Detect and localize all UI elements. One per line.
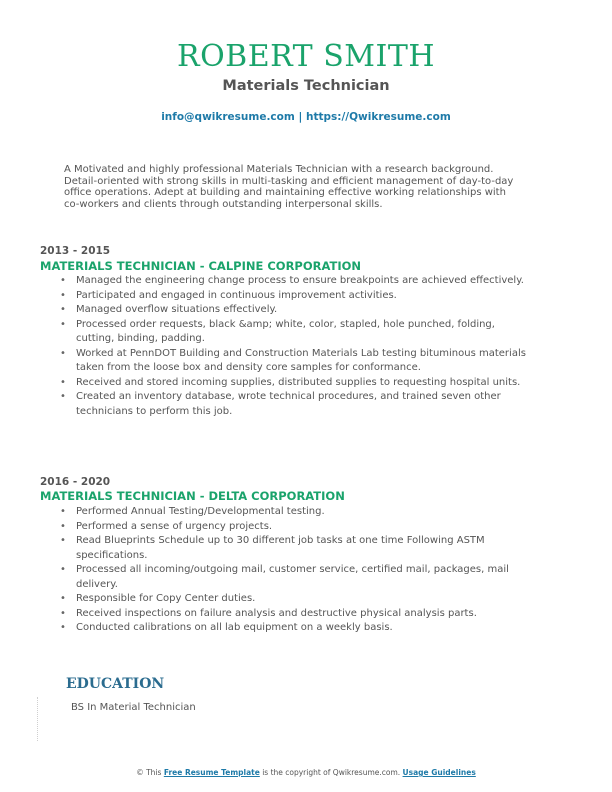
email-link[interactable]: info@qwikresume.com: [161, 111, 295, 123]
list-item: • Processed all incoming/outgoing mail, customer service, certified mail, packages, mail delivery.: [60, 563, 530, 592]
list-item: • Processed order requests, black &amp; white, color, stapled, hole punched, folding, cutting, binding, padding.: [60, 318, 530, 347]
job-2-years: 2016 - 2020: [40, 476, 111, 488]
education-heading: EDUCATION: [66, 676, 165, 692]
list-item: • Responsible for Copy Center duties.: [60, 592, 530, 607]
list-item: • Participated and engaged in continuous improvement activities.: [60, 289, 530, 304]
education-item: BS In Material Technician: [71, 702, 196, 713]
list-item: • Performed a sense of urgency projects.: [60, 520, 530, 535]
list-item: • Created an inventory database, wrote technical procedures, and trained seven other technicians to perform this job.: [60, 390, 530, 419]
footer: [0, 768, 612, 777]
list-item: • Performed Annual Testing/Developmental testing.: [60, 505, 530, 520]
usage-guidelines-link[interactable]: Usage Guidelines: [402, 768, 476, 777]
candidate-name: ROBERT SMITH: [176, 39, 436, 74]
professional-summary: A Motivated and highly professional Materials Technician with a research background. Detail-oriented with strong skills in multi-tasking and efficient management of day-to-day office operations. Adept at building and maintaining effective working relationships with co-workers and clients through outstanding interpersonal skills.: [64, 164, 514, 210]
job-title: Materials Technician: [222, 78, 390, 94]
footer-prefix: © This: [136, 768, 164, 777]
list-item: • Conducted calibrations on all lab equipment on a weekly basis.: [60, 621, 530, 636]
free-resume-template-link[interactable]: Free Resume Template: [163, 768, 260, 777]
list-item: • Worked at PennDOT Building and Construction Materials Lab testing bituminous materials taken from the loose box and density core samples for conformance.: [60, 347, 530, 376]
website-link[interactable]: https://Qwikresume.com: [305, 111, 451, 123]
contact-line: [0, 111, 612, 123]
contact-separator: |: [294, 111, 306, 123]
list-item: • Received and stored incoming supplies, distributed supplies to requesting hospital units.: [60, 376, 530, 391]
job-2-role: MATERIALS TECHNICIAN - DELTA CORPORATION: [40, 489, 345, 503]
footer-copyright: is the copyright of Qwikresume.com.: [259, 768, 403, 777]
job-1-role: MATERIALS TECHNICIAN - CALPINE CORPORATION: [40, 259, 362, 273]
list-item: • Managed overflow situations effectively.: [60, 303, 530, 318]
job-1-years: 2013 - 2015: [40, 245, 111, 257]
list-item: • Read Blueprints Schedule up to 30 different job tasks at one time Following ASTM specifications.: [60, 534, 530, 563]
list-item: • Managed the engineering change process to ensure breakpoints are achieved effectively.: [60, 274, 530, 289]
education-divider: [37, 697, 38, 741]
list-item: • Received inspections on failure analysis and destructive physical analysis parts.: [60, 607, 530, 622]
job-1-duties: [60, 274, 530, 419]
job-2-duties: [60, 505, 530, 636]
